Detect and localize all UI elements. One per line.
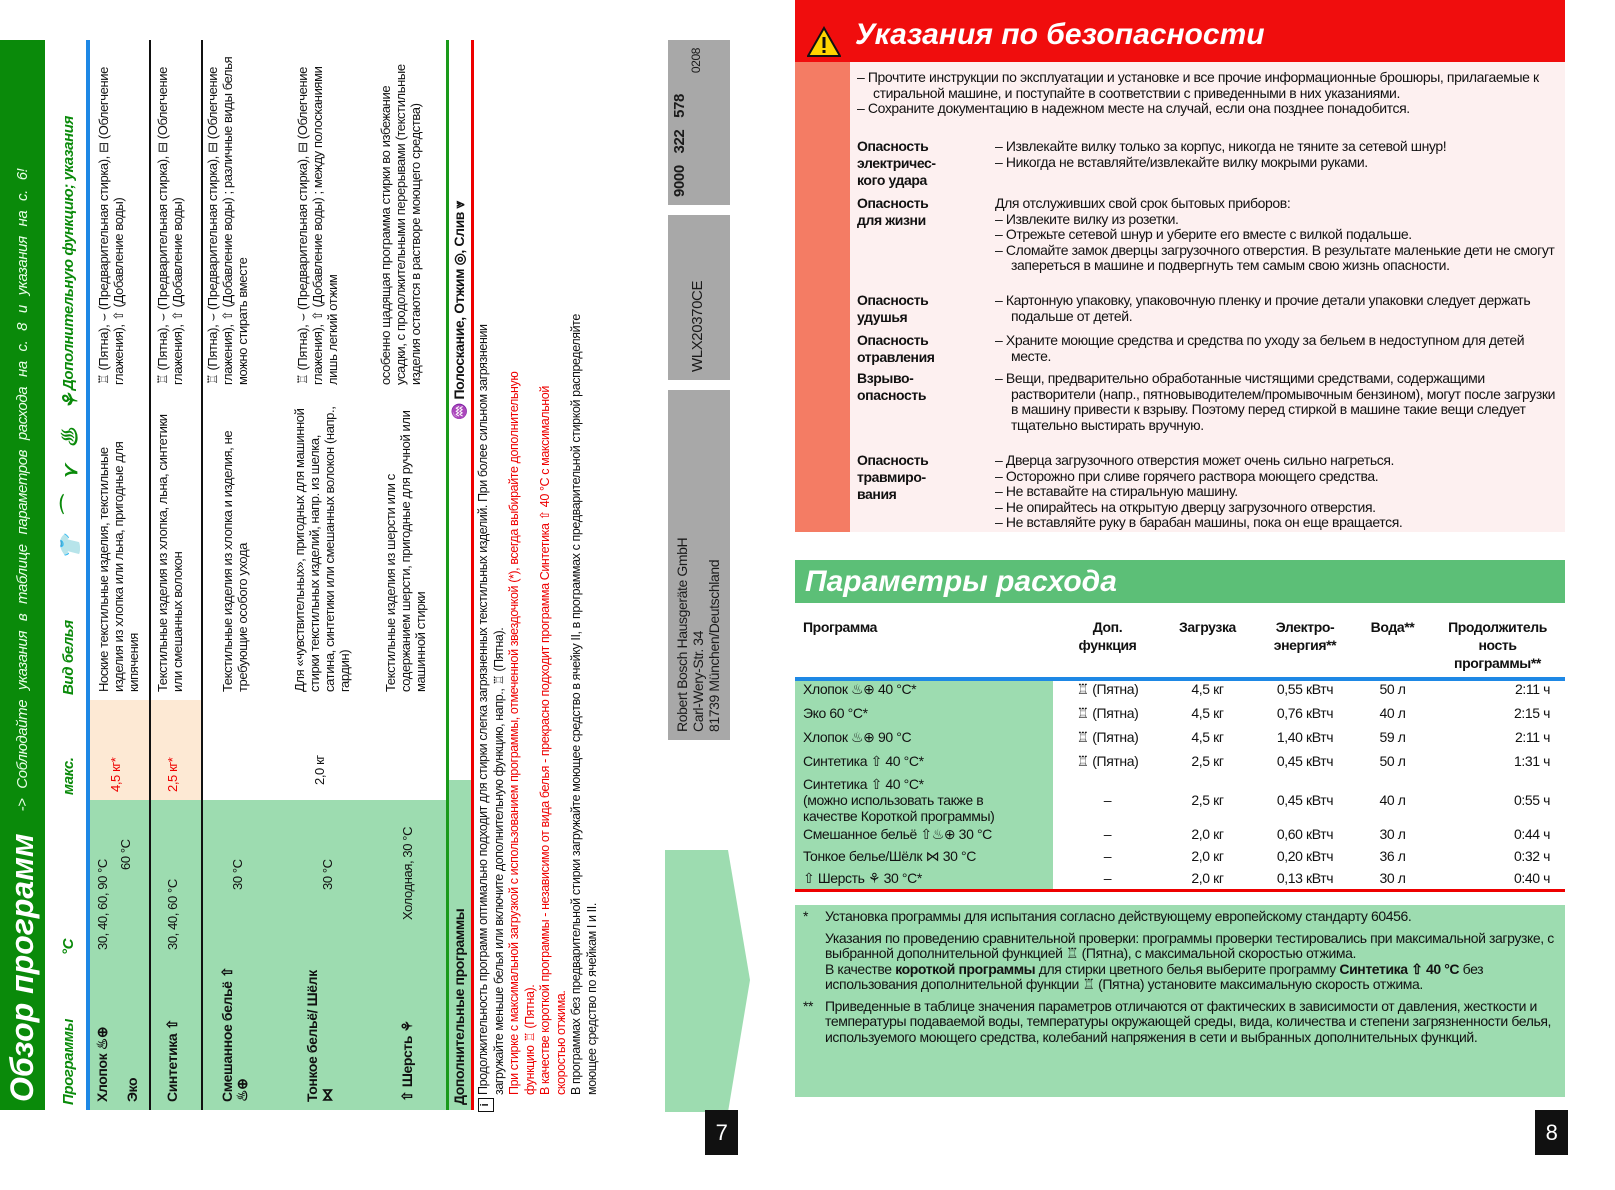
safety-hazard-items [995, 196, 1560, 274]
safety-intro-item: – Прочтите инструкции по эксплуатации и установке и все прочие информационные брошюры, прилагаемые к стиральной машине, и поступайте в соответствии с приведенными в них указаниями. [857, 69, 1539, 101]
info-notes [476, 35, 600, 1095]
cell-duration: 2:11 ч [1515, 681, 1550, 697]
temp-delicates: 30 °C [320, 859, 335, 890]
header-divider [86, 40, 90, 1110]
laundry-wool: Текстильные изделия из шерсти или с содержанием шерсти, пригодные для ручной или машинной стирки [383, 410, 428, 692]
overview-title-band [0, 40, 45, 1110]
footnote-marker: ** [803, 997, 814, 1014]
header-max: макс. [59, 757, 77, 795]
cell-energy: 0,13 кВтч [1276, 870, 1334, 886]
laundry-delicates: Для «чувствительных», пригодных для машинной стирки текстильных изделий, напр. из шелка, сатина, синтетики или смешанных волокон (напр., гардин) [292, 406, 352, 692]
cell-load: 4,5 кг [1191, 729, 1224, 745]
header-temp: °C [59, 938, 77, 955]
cell-duration: 2:15 ч [1513, 705, 1550, 721]
safety-item: – Извлеките вилку из розетки. [995, 210, 1179, 227]
cell-load: 4,5 кг [1191, 705, 1224, 721]
cell-extra: ♖ (Пятна) [1076, 681, 1139, 697]
laundry-mixed: Текстильные изделия из хлопка и изделия, не требующие особого ухода [220, 430, 250, 692]
extra-wool: особенно щадящая программа стирки во избежание усадки, с продолжительными перерывами (текстильные изделия остаются в растворе моющего средства) [378, 64, 423, 385]
safety-item: – Никогда не вставляйте/извлекайте вилку мокрыми руками. [995, 153, 1368, 170]
cell-duration: 0:44 ч [1513, 826, 1550, 842]
safety-hazard-items [995, 371, 1560, 433]
safety-item: – Дверца загрузочного отверстия может очень сильно нагреться. [995, 452, 1395, 468]
cell-extra: – [1103, 792, 1112, 808]
cell-program: Синтетика ⇧ 40 °C* [803, 753, 924, 769]
safety-item: – Сломайте замок дверцы загрузочного отверстия. В результате маленькие дети не смогут запереться в машине и подвергнуть тем самым свою жизнь опасности. [995, 241, 1555, 273]
safety-hazard-label: Опасность удушья [857, 292, 929, 325]
safety-item: – Картонную упаковку, упаковочную пленку и прочие детали упаковки следует держать подальше от детей. [995, 292, 1531, 324]
safety-item: Для отслуживших свой срок бытовых приборов: [995, 195, 1291, 211]
program-mixed: Смешанное бельё ⇧♨⊕ [219, 966, 250, 1102]
laundry-synthetics: Текстильные изделия из хлопка, льна, синтетики или смешанных волокон [155, 414, 185, 692]
cell-duration: 2:11 ч [1515, 729, 1550, 745]
safety-side-strip [795, 62, 850, 532]
safety-item: – Осторожно при сливе горячего раствора моющего средства. [995, 467, 1379, 484]
program-eco: Эко [124, 1077, 140, 1102]
cell-water: 40 л [1379, 792, 1406, 808]
company-street: Carl-Wery-Str. 34 [690, 630, 706, 732]
cell-load: 2,0 кг [1191, 826, 1224, 842]
laundry-cotton: Ноские текстильные изделия, текстильные изделия из хлопка или льна, пригодные для кипячения [96, 441, 141, 692]
program-overview-page [0, 0, 765, 1190]
extra-cotton: ♖ (Пятна), ⌣ (Предварительная стирка), ⊟ (Облегчение глажения), ⇧ (Добавление воды) [96, 67, 126, 385]
warning-icon [807, 26, 841, 58]
safety-hazard-label: Взрыво- опасность [857, 370, 927, 403]
cell-program: Тонкое белье/Шёлк ⋈ 30 °C [803, 848, 976, 864]
cell-energy: 0,55 кВтч [1276, 681, 1334, 697]
cell-energy: 0,60 кВтч [1276, 826, 1334, 842]
safety-intro-item: – Сохраните документацию в надежном месте на случай, если она позднее понадобится. [857, 100, 1410, 116]
document-number-box [668, 40, 730, 205]
safety-item: – Извлекайте вилку только за корпус, никогда не тяните за сетевой шнур! [995, 138, 1447, 154]
max-mixed-delicates-wool: 2,0 кг [312, 755, 327, 785]
cell-water: 40 л [1379, 705, 1406, 721]
cell-duration: 0:40 ч [1513, 870, 1550, 886]
safety-item: – Не вставайте на стиральную машину. [995, 483, 1238, 499]
cell-extra: – [1103, 826, 1112, 842]
safety-intro [857, 70, 1557, 117]
safety-item: – Храните моющие средства и средства по уходу за бельем в недоступном для детей месте. [995, 332, 1525, 364]
overview-title: Обзор программ [4, 833, 40, 1102]
cell-water: 36 л [1379, 848, 1406, 864]
row-divider [201, 40, 203, 1110]
max-cotton: 4,5 кг* [108, 757, 123, 792]
cell-energy: 1,40 кВтч [1276, 729, 1334, 745]
info-line: загружайте меньше белья или включите дополнительную функцию, напр., ♖ (Пятна). [491, 627, 506, 1095]
temp-wool: Холодная, 30 °C [400, 826, 415, 920]
safety-item: – Не опирайтесь на открытую дверцу загрузочного отверстия. [995, 498, 1376, 515]
cell-water: 59 л [1379, 729, 1406, 745]
consumption-header [795, 560, 1565, 603]
cell-water: 50 л [1379, 681, 1406, 697]
model-box [668, 215, 730, 380]
col-water: Вода** [1370, 619, 1415, 635]
consumption-title: Параметры расхода [805, 565, 1117, 598]
cell-program: Хлопок ♨⊕ 40 °C* [803, 681, 917, 697]
extra-synthetics: ♖ (Пятна), ⌣ (Предварительная стирка), ⊟ (Облегчение глажения), ⇧ (Добавление воды) [155, 67, 185, 385]
safety-hazard-label: Опасность для жизни [857, 195, 929, 228]
cell-load: 2,0 кг [1191, 870, 1224, 886]
extra-mixed: ♖ (Пятна), ⌣ (Предварительная стирка), ⊟ (Облегчение глажения), ⇧ (Добавление воды) ; различные виды белья можно стирать вместе [205, 56, 250, 385]
model-number: WLX20370CE [689, 280, 706, 372]
address-box [668, 390, 730, 740]
cell-extra: – [1103, 848, 1112, 864]
cell-duration: 1:31 ч [1513, 753, 1550, 769]
info-line: В программах без предварительной стирки загружайте моющее средство в ячейку II, в программах с предварительной стиркой распределяйте [569, 314, 583, 1095]
document-date: 0208 [689, 48, 703, 74]
cell-energy: 0,45 кВтч [1276, 753, 1334, 769]
cell-extra: ♖ (Пятна) [1076, 753, 1139, 769]
cell-duration: 0:55 ч [1513, 792, 1550, 808]
info-line-warning: При стирке с максимальной загрузкой с использованием программы, отмеченной звездочкой (*), всегда выбирайте дополнительную [507, 371, 521, 1095]
safety-header [795, 0, 1565, 62]
header-programs: Программы [59, 1018, 77, 1105]
cell-extra: ♖ (Пятна) [1076, 705, 1139, 721]
cell-duration: 0:32 ч [1513, 848, 1550, 864]
program-wool: ⇧ Шерсть ⚘ [399, 1020, 415, 1102]
cell-water: 30 л [1379, 870, 1406, 886]
cell-extra: – [1103, 870, 1112, 886]
text-bold: короткой программы [895, 960, 1036, 977]
safety-item: – Отрежьте сетевой шнур и уберите его вместе с вилкой подальше. [995, 226, 1412, 242]
program-column-bg [90, 800, 447, 1110]
footnote-marker: * [803, 908, 809, 924]
footnote-text: Установка программы для испытания согласно действующему европейскому стандарту 60456. [825, 908, 1412, 924]
safety-item: – Не вставляйте руку в барабан машины, пока он еще вращается. [995, 514, 1403, 530]
overview-subtitle: -> Соблюдайте указания в таблице параметров расхода на с. 8 и указания на с. 6! [14, 168, 31, 812]
info-icon: i [478, 1098, 494, 1112]
temp-eco: 60 °C [118, 839, 133, 870]
page-arrow-icon [660, 850, 755, 1112]
header-laundry: Вид белья [59, 620, 77, 695]
safety-hazard-label: Опасность отравления [857, 332, 935, 365]
cell-water: 30 л [1379, 826, 1406, 842]
text: без использования дополнительной функции ♖ (Пятна) установите максимальную скорость отжима. [825, 960, 1484, 992]
program-cotton: Хлопок ♨⊕ [94, 1026, 110, 1102]
program-synthetics: Синтетика ⇧ [164, 1018, 180, 1102]
cell-program: ⇧ Шерсть ⚘ 30 °C* [803, 870, 922, 886]
cell-energy: 0,20 кВтч [1276, 848, 1334, 864]
col-load: Загрузка [1179, 619, 1236, 635]
extra-programs-value: ♒ Полоскание, Отжим ◎, Слив ⩔ [451, 201, 467, 420]
cell-program: Эко 60 °C* [803, 705, 868, 721]
max-synthetics: 2,5 кг* [165, 757, 180, 792]
safety-hazard-items [995, 333, 1560, 364]
table-bottom-line [795, 889, 1565, 892]
info-line-warning: скоростью отжима. [553, 990, 568, 1095]
cell-energy: 0,45 кВтч [1276, 792, 1334, 808]
document-number: 9000 322 578 [671, 94, 688, 197]
col-program: Программа [803, 619, 878, 635]
cell-load: 2,0 кг [1191, 848, 1224, 864]
cell-load: 2,5 кг [1191, 792, 1224, 808]
temp-cotton: 30, 40, 60, 90 °C [95, 859, 110, 950]
text-bold: Синтетика ⇧ 40 °C [1339, 960, 1460, 977]
safety-hazard-items [995, 139, 1560, 170]
cell-program: Смешанное бельё ⇧♨⊕ 30 °C [803, 826, 992, 842]
program-delicates: Тонкое бельё/ Шёлк ⋈ [304, 970, 335, 1102]
extra-delicates: ♖ (Пятна), ⌣ (Предварительная стирка), ⊟ (Облегчение глажения), ⇧ (Добавление воды) ; между полосканиями лишь легкий отжим [295, 66, 340, 385]
page-number-left: 7 [705, 1110, 738, 1155]
safety-item: – Вещи, предварительно обработанные чистящими средствами, содержащими растворители (напр., пятновыводителем/промывочным бензином), могут после загрузки в машину привести к взрыву. Поэтому перед стиркой в машине такие вещи следует тщательно выстирать вручную. [995, 370, 1556, 433]
safety-hazard-items [995, 453, 1560, 531]
safety-hazard-label: Опасность травмиро- вания [857, 452, 929, 502]
text: для стирки цветного белья выберите программу [1035, 960, 1340, 977]
cell-program: Хлопок ♨⊕ 90 °C [803, 729, 912, 745]
col-duration: Продолжитель ность программы** [1448, 619, 1547, 671]
page-number-right: 8 [1535, 1110, 1568, 1155]
cell-water: 50 л [1379, 753, 1406, 769]
extra-programs-label: Дополнительные программы [451, 908, 467, 1105]
row-divider [149, 40, 151, 1110]
header-extra: Дополнительную функцию; указания [59, 116, 77, 390]
footnote-text: Приведенные в таблице значения параметров отличаются от фактических в зависимости от давления, жесткости и температуры подаваемой воды, температуры окружающей среды, вида, количества и степени загрязненности белья, используемого моющего средства, колебаний напряжения в сети и выбранных дополнительных функций. [825, 997, 1552, 1045]
cell-program: Синтетика ⇧ 40 °C* (можно использовать также в качестве Короткой программы) [803, 776, 995, 824]
cell-load: 2,5 кг [1191, 753, 1224, 769]
safety-hazard-items [995, 293, 1560, 324]
col-energy: Электро- энергия** [1273, 619, 1337, 653]
info-line-warning: функцию ♖ (Пятна). [522, 984, 537, 1095]
text: В качестве [825, 960, 896, 977]
cell-load: 4,5 кг [1191, 681, 1224, 697]
footnotes [795, 905, 1565, 1097]
cell-extra: ♖ (Пятна) [1076, 729, 1139, 745]
temp-synthetics: 30, 40, 60 °C [165, 879, 180, 950]
red-divider [471, 40, 474, 1110]
max-load-highlight [90, 700, 202, 800]
company-name: Robert Bosch Hausgeräte GmbH [674, 537, 690, 732]
footnote-text [825, 962, 1555, 993]
info-line: Продолжительность программ оптимально подходит для стирки слегка загрязненных текстильных изделий. При более сильном загрязнении [476, 324, 490, 1095]
info-line: моющее средство по ячейкам I и II. [584, 903, 599, 1095]
laundry-type-icons: 👕 ⌒ ⋎ ♨ ⚘ [59, 386, 82, 560]
col-extra: Доп. функция [1078, 619, 1137, 653]
safety-hazard-label: Опасность электричес- кого удара [857, 138, 936, 188]
footnote-text: Указания по проведению сравнительной проверки: программы проверки тестировались при максимальной загрузке, с выбранной дополнительной функцией ♖ (Пятна), с максимальной скоростью отжима. [825, 929, 1554, 961]
info-line-warning: В качестве короткой программы - независимо от вида белья - прекрасно подходит программа Синтетика ⇧ 40 °C с максимальной [538, 386, 552, 1095]
safety-title: Указания по безопасности [855, 18, 1265, 51]
temp-mixed: 30 °C [230, 859, 245, 890]
cell-energy: 0,76 кВтч [1276, 705, 1334, 721]
company-city: 81739 München/Deutschland [706, 559, 722, 732]
